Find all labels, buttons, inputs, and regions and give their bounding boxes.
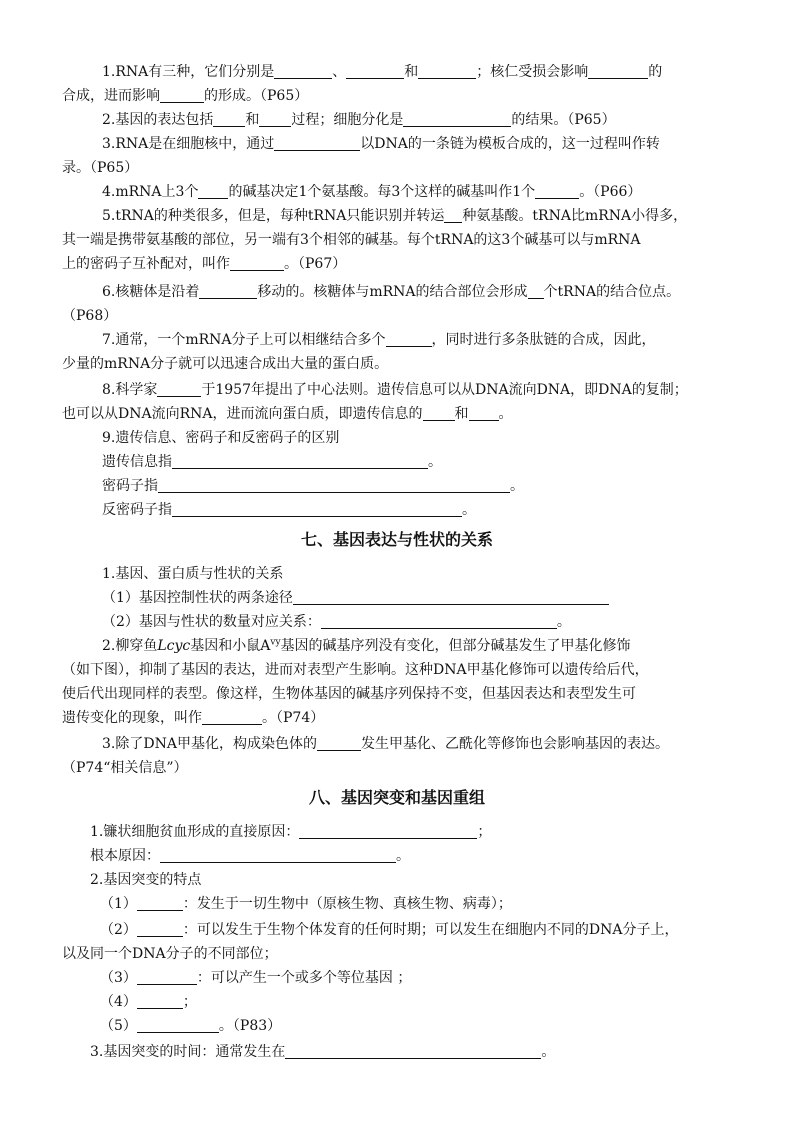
question-7-1-1: （1）基因控制性状的两条途径	[102, 586, 609, 610]
question-7-1: 1.基因、蛋白质与性状的关系	[102, 566, 284, 582]
question-7-2-cont: （如下图），抑制了基因的表达，进而对表型产生影响。这种DNA甲基化修饰可以遗传给后代，	[62, 662, 649, 678]
fill-blank[interactable]	[274, 134, 360, 151]
question-6-9-codon: 密码子指 。	[102, 478, 524, 494]
fill-blank[interactable]	[535, 182, 579, 199]
question-8-2-5: （5） 。（P83）	[100, 1018, 282, 1034]
question-7-2-cont3: 遗传变化的现象，叫作 。（P74）	[62, 710, 325, 726]
question-7-1-2: （2）基因与性状的数量对应关系： 。	[102, 614, 571, 630]
question-6-4: 4.mRNA上3个 的碱基决定1个氨基酸。每3个这样的碱基叫作1个 。（P66）	[102, 184, 642, 200]
question-8-1: 1.镰状细胞贫血形成的直接原因： ；	[90, 824, 492, 840]
fill-blank[interactable]	[423, 404, 455, 421]
question-7-3: 3.除了DNA甲基化，构成染色体的 发生甲基化、乙酰化等修饰也会影响基因的表达。	[102, 736, 669, 752]
question-8-2-1: （1） ：发生于一切生物中（原核生物、真核生物、病毒）；	[100, 896, 512, 912]
fill-blank[interactable]	[202, 708, 262, 725]
question-8-1-cont: 根本原因： 。	[90, 848, 410, 864]
question-8-2-2-cont: 以及同一个DNA分子的不同部位；	[62, 946, 278, 962]
question-6-5-cont: 其一端是携带氨基酸的部位，另一端有3个相邻的碱基。每个tRNA的这3个碱基可以与mRNA	[62, 232, 641, 248]
fill-blank[interactable]	[528, 282, 544, 299]
question-6-2: 2.基因的表达包括 和 过程；细胞分化是 的结果。（P65）	[102, 112, 616, 128]
question-6-6: 6.核糖体是沿着 移动的。核糖体与mRNA的结合部位会形成 个tRNA的结合位点。	[102, 284, 681, 300]
fill-blank[interactable]	[317, 734, 361, 751]
question-6-3: 3.RNA是在细胞核中，通过 以DNA的一条链为模板合成的，这一过程叫作转	[102, 136, 660, 152]
fill-blank[interactable]	[346, 62, 404, 79]
question-6-3-cont: 录。（P65）	[62, 160, 139, 176]
section-7-title: 七、基因表达与性状的关系	[300, 530, 493, 549]
question-8-2-4: （4） ；	[100, 994, 197, 1010]
question-6-5: 5.tRNA的种类很多，但是，每种tRNA只能识别并转运 种氨基酸。tRNA比mRNA小得多，	[102, 208, 688, 224]
fill-blank[interactable]	[158, 476, 510, 493]
fill-blank[interactable]	[285, 1042, 541, 1059]
question-6-6-cont: （P68）	[62, 308, 118, 324]
question-6-1: 1.RNA有三种，它们分别是 、 和 ；核仁受损会影响 的	[102, 64, 663, 80]
question-8-2: 2.基因突变的特点	[90, 872, 202, 888]
fill-blank[interactable]	[418, 62, 476, 79]
question-6-8-cont: 也可以从DNA流向RNA，进而流向蛋白质，即遗传信息的 和 。	[62, 406, 513, 422]
fill-blank[interactable]	[199, 282, 257, 299]
fill-blank[interactable]	[386, 330, 432, 347]
fill-blank[interactable]	[469, 404, 499, 421]
fill-blank[interactable]	[172, 500, 462, 517]
question-7-3-cont: （P74“相关信息”）	[62, 760, 188, 776]
fill-blank[interactable]	[157, 380, 201, 397]
fill-blank[interactable]	[299, 822, 477, 839]
fill-blank[interactable]	[137, 894, 183, 911]
question-7-2-cont2: 使后代出现同样的表型。像这样，生物体基因的碱基序列保持不变，但基因表达和表型发生可	[62, 686, 636, 702]
question-8-2-3: （3） ：可以产生一个或多个等位基因 ；	[100, 970, 412, 986]
fill-blank[interactable]	[403, 110, 511, 127]
fill-blank[interactable]	[160, 846, 396, 863]
question-6-9-genetic-info: 遗传信息指 。	[102, 454, 442, 470]
fill-blank[interactable]	[137, 992, 183, 1009]
question-6-8: 8.科学家 于1957年提出了中心法则。遗传信息可以从DNA流向DNA，即DNA的复制；	[102, 382, 688, 398]
question-8-3: 3.基因突变的时间：通常发生在 。	[90, 1044, 556, 1060]
question-6-9-anticodon: 反密码子指 。	[102, 502, 476, 518]
fill-blank[interactable]	[588, 62, 648, 79]
fill-blank[interactable]	[259, 110, 291, 127]
fill-blank[interactable]	[160, 86, 204, 103]
question-6-7: 7.通常，一个mRNA分子上可以相继结合多个 ，同时进行多条肽链的合成，因此，	[102, 332, 656, 348]
section-8-title: 八、基因突变和基因重组	[308, 788, 485, 807]
fill-blank[interactable]	[321, 612, 557, 629]
question-8-2-2: （2） ：可以发生于生物个体发育的任何时期；可以发生在细胞内不同的DNA分子上，	[100, 922, 679, 938]
question-6-7-cont: 少量的mRNA分子就可以迅速合成出大量的蛋白质。	[62, 356, 389, 372]
question-6-1-cont: 合成，进而影响 的形成。（P65）	[62, 88, 309, 104]
question-7-2: 2.柳穿鱼Lcyc基因和小鼠$A^{vy}$基因的碱基序列没有变化，但部分碱基发生了甲基化修饰	[102, 637, 631, 654]
fill-blank[interactable]	[293, 588, 609, 605]
fill-blank[interactable]	[137, 920, 183, 937]
fill-blank[interactable]	[172, 452, 428, 469]
fill-blank[interactable]	[137, 968, 197, 985]
fill-blank[interactable]	[230, 254, 284, 271]
fill-blank[interactable]	[198, 182, 228, 199]
fill-blank[interactable]	[274, 62, 332, 79]
question-6-9: 9.遗传信息、密码子和反密码子的区别	[102, 430, 340, 446]
fill-blank[interactable]	[444, 206, 462, 223]
fill-blank[interactable]	[137, 1016, 219, 1033]
fill-blank[interactable]	[213, 110, 245, 127]
question-6-5-cont2: 上的密码子互补配对，叫作 。（P67）	[62, 256, 347, 272]
